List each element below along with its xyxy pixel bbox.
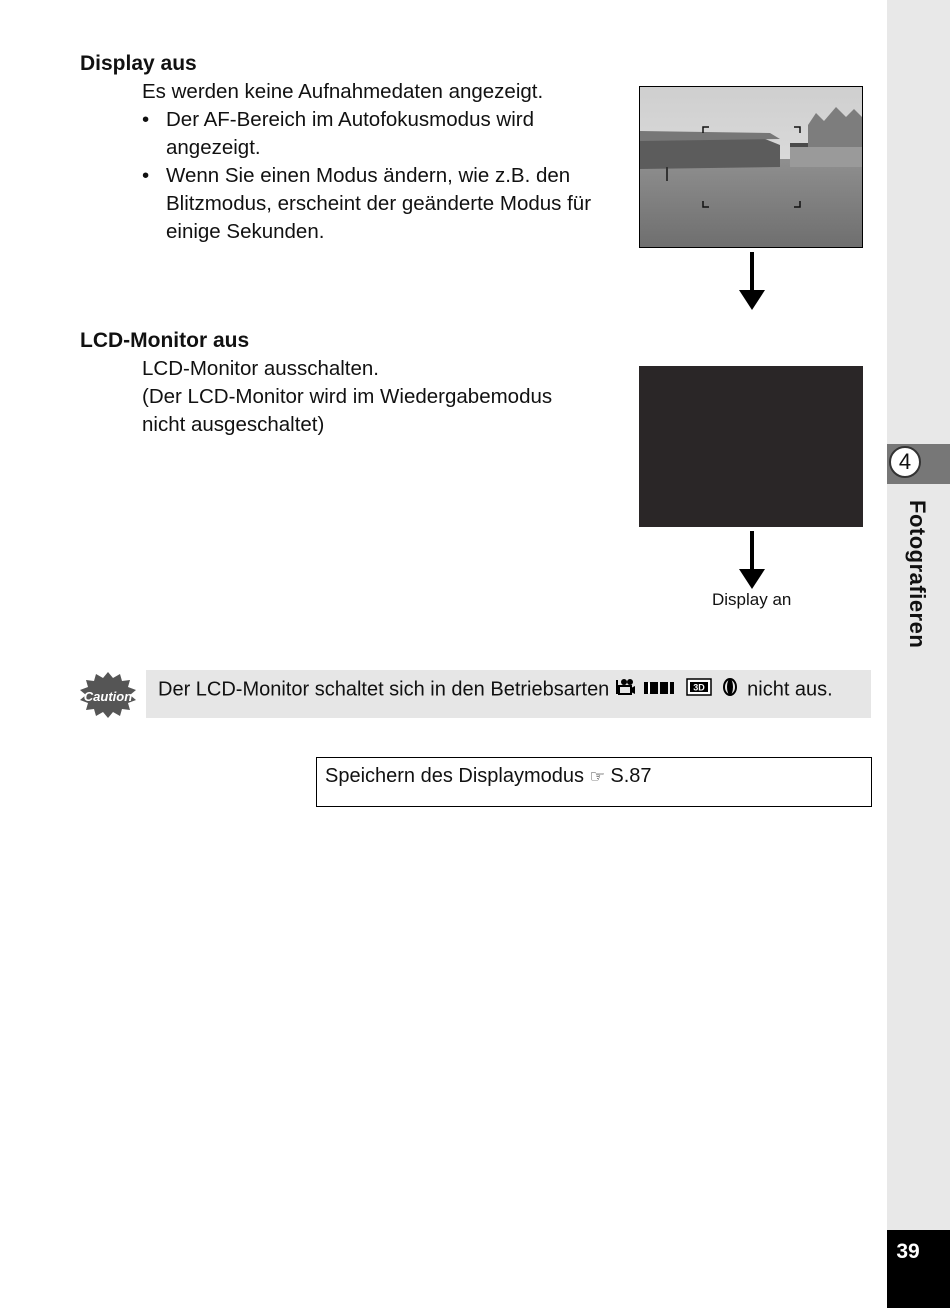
3d-mode-icon: [686, 678, 712, 702]
section-body-display-off: [142, 78, 622, 246]
section-heading-display-off: Display aus: [80, 52, 197, 75]
lcd-off-line: (Der LCD-Monitor wird im Wiedergabemodus: [142, 385, 553, 408]
section-heading-lcd-off: LCD-Monitor aus: [80, 329, 250, 352]
reference-text: Speichern des Displaymodus: [325, 765, 585, 787]
pointing-hand-icon: ☞: [589, 767, 605, 786]
lcd-off-line: LCD-Monitor ausschalten.: [142, 357, 379, 380]
reference-box: [316, 757, 872, 807]
down-arrow-icon: [737, 252, 767, 312]
display-off-bullets: [142, 106, 622, 246]
display-on-label: Display an: [712, 590, 792, 609]
movie-mode-icon: [615, 678, 635, 702]
digital-filter-mode-icon: [722, 678, 738, 702]
lcd-off-line: nicht ausgeschaltet): [142, 413, 325, 436]
caution-label: Caution: [83, 689, 133, 704]
caution-text: [158, 678, 833, 702]
caution-text-after: nicht aus.: [747, 678, 833, 701]
caution-icon: [80, 672, 136, 718]
chapter-title: Fotografieren: [905, 500, 930, 649]
caution-text-before: Der LCD-Monitor schaltet sich in den Betriebsarten: [158, 678, 610, 701]
chapter-number: 4: [889, 446, 921, 478]
display-off-intro: Es werden keine Aufnahmedaten angezeigt.: [142, 80, 544, 103]
down-arrow-icon: [737, 531, 767, 591]
panorama-mode-icon: [644, 679, 676, 702]
lcd-off-preview-image: [639, 366, 863, 527]
svg-text:3D: 3D: [693, 682, 705, 693]
section-body-lcd-off: [142, 355, 622, 439]
list-item: • Der AF-Bereich im Autofokusmodus wird angezeigt.: [142, 106, 622, 162]
page-number: 39: [896, 1240, 920, 1263]
list-item: • Wenn Sie einen Modus ändern, wie z.B. den Blitzmodus, erscheint der geänderte Modus für einige Sekunden.: [142, 162, 622, 246]
chapter-sidebar: [887, 0, 950, 1308]
reference-page[interactable]: S.87: [610, 765, 652, 787]
display-off-preview-image: [639, 86, 863, 248]
